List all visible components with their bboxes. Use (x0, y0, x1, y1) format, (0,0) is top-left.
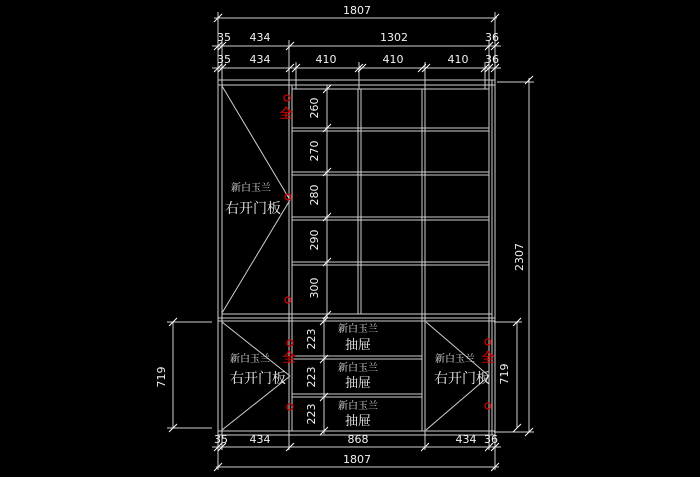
drawer2-material-label: 新白玉兰 (338, 363, 378, 374)
br-door-hinge-mark: 全 (481, 351, 495, 366)
bottom-left-door-labels (230, 350, 296, 387)
dim-row2-1: 434 (249, 31, 271, 44)
dim-left-lower-height: 719 (155, 366, 168, 388)
dim-row2-3: 36 (485, 31, 499, 44)
dim-total-width: 1807 (343, 4, 371, 17)
dim-drawer-0: 223 (305, 328, 318, 350)
br-door-type-label: 右开门板 (434, 371, 490, 387)
tall-door-panel-labels (225, 106, 293, 217)
tall-door-type-label: 右开门板 (225, 201, 281, 217)
hinge-circle (485, 339, 491, 345)
drawer3-material-label: 新白玉兰 (338, 401, 378, 412)
dim-brow-3: 434 (455, 433, 477, 446)
drawer-dimension-labels (305, 329, 318, 425)
dim-row3-0: 35 (217, 53, 231, 66)
dim-brow-0: 35 (214, 433, 228, 446)
hinge-circle (485, 403, 491, 409)
dim-row3-4: 410 (447, 53, 469, 66)
bl-door-material-label: 新白玉兰 (230, 354, 270, 365)
dim-brow-2: 868 (347, 433, 369, 446)
bottom-right-door-labels (434, 350, 495, 387)
bl-door-type-label: 右开门板 (230, 371, 286, 387)
bottom-dimension-labels (214, 433, 498, 466)
dim-row3-5: 36 (485, 53, 499, 66)
dim-shelf-0: 260 (308, 97, 321, 119)
dim-row2-0: 35 (217, 31, 231, 44)
dim-right-lower-height: 719 (498, 363, 511, 385)
drawer-labels (338, 322, 378, 429)
drawer1-type-label: 抽屉 (344, 338, 372, 353)
dim-row3-2: 410 (315, 53, 337, 66)
dim-shelf-2: 280 (308, 184, 321, 206)
br-door-material-label: 新白玉兰 (435, 354, 475, 365)
dim-drawer-2: 223 (305, 403, 318, 425)
drawer2-type-label: 抽屉 (344, 376, 372, 391)
tall-door-material-label: 新白玉兰 (231, 183, 271, 194)
dim-row2-2: 1302 (380, 31, 408, 44)
dim-shelf-3: 290 (308, 229, 321, 251)
top-dimension-labels (217, 4, 499, 66)
drawer1-material-label: 新白玉兰 (338, 324, 378, 335)
drawer3-type-label: 抽屉 (344, 414, 372, 429)
dim-shelf-1: 270 (308, 140, 321, 162)
drawing-line (426, 322, 489, 376)
dim-brow-1: 434 (249, 433, 271, 446)
dim-shelf-4: 300 (308, 277, 321, 299)
tall-door-hinge-mark: 全 (279, 107, 293, 122)
drawing-line (222, 322, 290, 376)
dim-drawer-1: 223 (305, 366, 318, 388)
hinge-circle (285, 297, 291, 303)
dim-row3-3: 410 (382, 53, 404, 66)
bl-door-hinge-mark: 全 (282, 351, 296, 366)
dim-total-width-bottom: 1807 (343, 453, 371, 466)
dim-total-height: 2307 (513, 243, 526, 271)
dim-row3-1: 434 (249, 53, 271, 66)
dim-brow-4: 36 (484, 433, 498, 446)
